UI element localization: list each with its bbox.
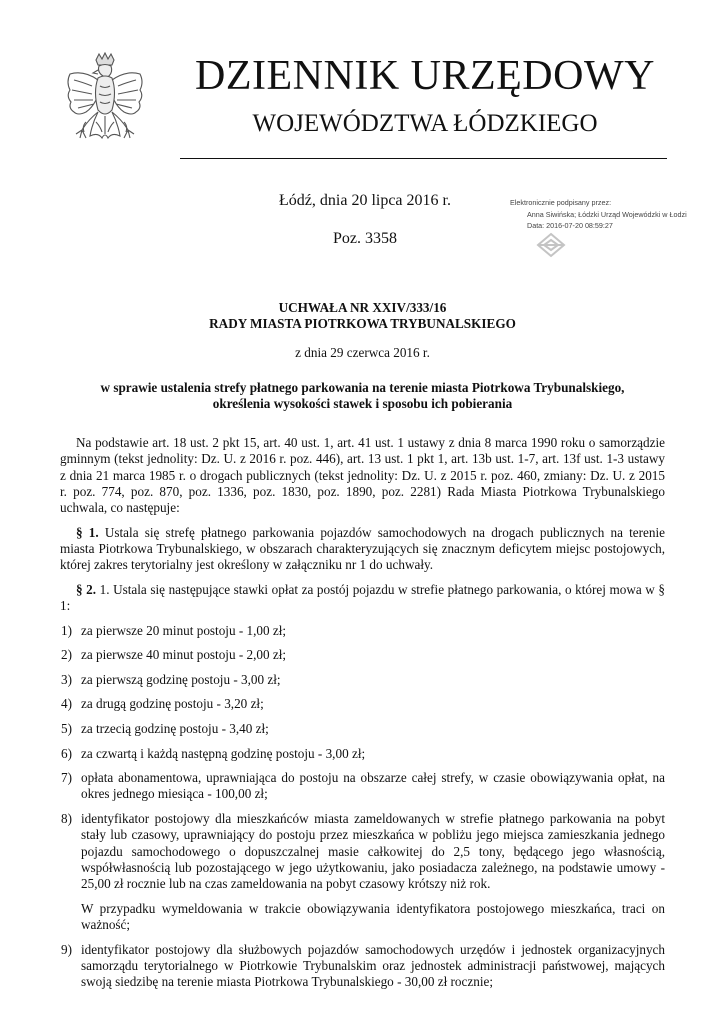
header-divider: [180, 158, 667, 159]
list-item-number: 6): [61, 745, 72, 761]
list-item-number: 3): [61, 671, 72, 687]
list-item: [60, 647, 665, 663]
signature-caption: Elektronicznie podpisany przez:: [510, 198, 612, 207]
section-2-label: § 2.: [76, 581, 97, 597]
act-subject: [60, 380, 665, 412]
list-item-number: 2): [61, 647, 72, 663]
signature-signer: Anna Siwińska; Łódzki Urząd Wojewódzki w Łodzi: [527, 209, 687, 219]
act-number: UCHWAŁA NR XXIV/333/16: [278, 300, 447, 315]
list-item-text: za pierwsze 40 minut postoju - 2,00 zł;: [81, 647, 287, 663]
list-item-text: identyfikator postojowy dla mieszkańców miasta zameldowanych w strefie płatnego parkowania na pobyt stały lub czasowy, uprawniający do postoju przez mieszkańca w pobliżu jego miejsca zamieszkania jednego pojazdu samochodowego o dopuszczalnej masie całkowitej do 2,5 tony, będącego jego własnością, współwłasnością lub pozostającego w jego użytkowaniu, jako posiadacza zależnego, na podstawie umowy - 25,00 zł rocznie lub na czas zameldowania na pobyt czasowy krótszy niż rok.: [81, 810, 665, 892]
publication-date: Łódź, dnia 20 lipca 2016 r.: [279, 192, 451, 209]
list-item-text: za trzecią godzinę postoju - 3,40 zł;: [81, 720, 269, 736]
section-1: [60, 525, 665, 574]
list-item: [60, 746, 665, 762]
section-2-text: 1. Ustala się następujące stawki opłat za postój pojazdu w strefie płatnego parkowania, o której mowa w § 1:: [60, 581, 666, 614]
polish-eagle-emblem-icon: [62, 52, 148, 162]
list-item-text: opłata abonamentowa, uprawniająca do postoju na obszarze całej strefy, w czasie obowiązywania opłat, na okres jednego miesiąca - 100,00 zł;: [81, 770, 665, 802]
act-heading: [60, 300, 665, 332]
list-item-text: za pierwszą godzinę postoju - 3,00 zł;: [81, 671, 281, 687]
journal-title: DZIENNIK URZĘDOWY: [195, 53, 655, 99]
list-item: [60, 770, 665, 803]
act-subject-line-2: określenia wysokości stawek i sposobu ich pobierania: [212, 396, 513, 411]
list-item: [60, 721, 665, 737]
list-item: [60, 811, 665, 892]
rate-list: [60, 623, 665, 991]
list-item-number: 7): [61, 770, 72, 786]
section-2: [60, 582, 665, 615]
list-item-number: 4): [61, 696, 72, 712]
list-item-number: 9): [61, 941, 72, 957]
act-subject-line-1: w sprawie ustalenia strefy płatnego parkowania na terenie miasta Piotrkowa Trybunalskiego,: [100, 380, 625, 395]
list-item-number: 1): [61, 622, 72, 638]
item-8-follow-up: W przypadku wymeldowania w trakcie obowiązywania identyfikatora postojowego mieszkańca, traci on ważność;: [81, 900, 665, 933]
list-item: [60, 672, 665, 688]
section-1-text: Ustala się strefę płatnego parkowania pojazdów samochodowych na drogach publicznych na terenie miasta Piotrkowa Trybunalskiego, w obszarach charakteryzujących się znacznym deficytem miejsc postojowych, której zakres terytorialny jest określony w załączniku nr 1 do uchwały.: [60, 524, 666, 573]
signature-seal-icon: [536, 232, 566, 258]
signature-date: Data: 2016-07-20 08:59:27: [527, 221, 613, 230]
journal-subtitle: WOJEWÓDZTWA ŁÓDZKIEGO: [252, 110, 598, 137]
list-item-number: 8): [61, 810, 72, 826]
list-item-text: za pierwsze 20 minut postoju - 1,00 zł;: [81, 622, 287, 638]
list-item: [60, 623, 665, 639]
publication-position: Poz. 3358: [333, 230, 397, 247]
electronic-signature: [510, 197, 705, 232]
list-item-text: za drugą godzinę postoju - 3,20 zł;: [81, 696, 264, 712]
list-item: [60, 942, 665, 991]
list-item-text: za czwartą i każdą następną godzinę postoju - 3,00 zł;: [81, 745, 366, 761]
preamble: Na podstawie art. 18 ust. 2 pkt 15, art. 40 ust. 1, art. 41 ust. 1 ustawy z dnia 8 marca 1990 roku o samorządzie gminnym (tekst jednolity: Dz. U. z 2016 r. poz. 446), art. 13 ust. 1 pkt 1, art. 13b ust. 1-7, art. 13f ust. 1-3 ustawy z dnia 21 marca 1985 r. o drogach publicznych (tekst jednolity: Dz. U. z 2015 r. poz. 460, zmiany: Dz. U. z 2015 r. poz. 774, poz. 870, poz. 1336, poz. 1830, poz. 1890, poz. 2281) Rada Miasta Piotrkowa Trybunalskiego uchwala, co następuje:: [60, 435, 665, 516]
list-item-number: 5): [61, 720, 72, 736]
list-item: [60, 696, 665, 712]
act-issuer: RADY MIASTA PIOTRKOWA TRYBUNALSKIEGO: [209, 316, 516, 331]
act-date: z dnia 29 czerwca 2016 r.: [295, 345, 430, 360]
section-1-label: § 1.: [76, 524, 99, 540]
list-item-text: identyfikator postojowy dla służbowych pojazdów samochodowych urzędów i jednostek organizacyjnych samorządu terytorialnego w Piotrkowie Trybunalskim oraz jednostek administracji państwowej, mających swoją siedzibę na terenie miasta Piotrkowa Trybunalskiego - 30,00 zł rocznie;: [81, 941, 665, 990]
act-body: [60, 435, 665, 999]
